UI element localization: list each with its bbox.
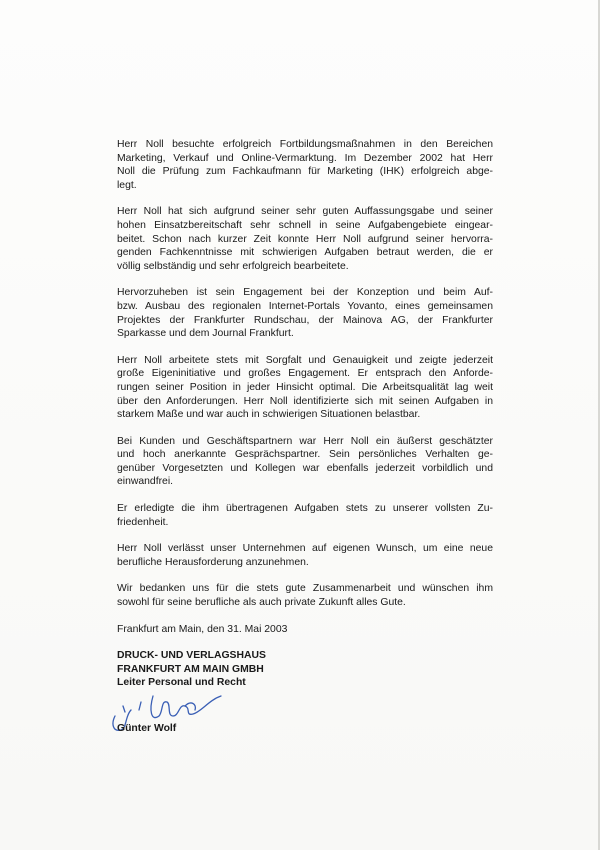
paragraph-line: hohen Einsatzbereitschaft sehr schnell in seine Aufgabengebiete eingear- — [117, 219, 493, 231]
paragraph-line: Noll die Prüfung zum Fachkaufmann für Marketing (IHK) erfolgreich abge- — [117, 166, 493, 178]
paragraph-line: Sparkasse und dem Journal Frankfurt. — [117, 328, 294, 340]
paragraph-line: Projektes der Frankfurter Rundschau, der Mainova AG, der Frankfurter — [117, 314, 493, 326]
paragraph-line: bzw. Ausbau des regionalen Internet-Portals Yovanto, eines gemeinsamen — [117, 300, 493, 312]
paragraph-line: Wir bedanken uns für die stets gute Zusammenarbeit und wünschen ihm — [117, 583, 493, 595]
signer-role: Leiter Personal und Recht — [117, 677, 246, 689]
paragraph-line: und hoch anerkannte Gesprächspartner. Sein persönliches Verhalten ge- — [117, 449, 493, 461]
letter-body — [117, 138, 493, 738]
signer-name: Günter Wolf — [117, 723, 177, 734]
paragraph-line: berufliche Herausforderung anzunehmen. — [117, 556, 309, 568]
paragraph-line: beitet. Schon nach kurzer Zeit konnte Herr Noll aufgrund seiner hervorra- — [117, 233, 493, 245]
signature-block — [117, 692, 493, 738]
paragraph-line: Herr Noll hat sich aufgrund seiner sehr guten Auffassungsgabe und seiner — [117, 206, 493, 218]
paragraph-line: Marketing, Verkauf und Online-Vermarktung. Im Dezember 2002 hat Herr — [117, 152, 493, 164]
paragraph — [117, 542, 493, 569]
signature-stroke — [139, 702, 141, 710]
paragraph — [117, 502, 493, 529]
paragraph — [117, 138, 493, 192]
paragraph-line: starkem Maße und war auch in schwierigen Situationen belastbar. — [117, 409, 421, 421]
paragraph-line: sowohl für seine berufliche als auch private Zukunft alles Gute. — [117, 597, 406, 609]
signature-stroke — [151, 696, 221, 718]
paragraph-list — [117, 138, 493, 610]
paragraph-line: völlig selbständig und sehr erfolgreich bearbeitete. — [117, 260, 349, 272]
paragraph-line: Er erledigte die ihm übertragenen Aufgaben stets zu unserer vollsten Zu- — [117, 503, 493, 515]
paragraph-line: Herr Noll besuchte erfolgreich Fortbildungsmaßnahmen in den Bereichen — [117, 139, 493, 150]
paragraph-line: legt. — [117, 179, 137, 191]
paragraph — [117, 354, 493, 422]
signature-stroke — [123, 706, 125, 712]
paragraph-line: rungen seiner Position in jeder Hinsicht optimal. Die Arbeitsqualität lag weit — [117, 381, 493, 393]
paragraph — [117, 205, 493, 273]
paragraph-line: Herr Noll verlässt unser Unternehmen auf eigenen Wunsch, um eine neue — [117, 543, 493, 555]
place-date: Frankfurt am Main, den 31. Mai 2003 — [117, 623, 288, 635]
paragraph-line: Hervorzuheben ist sein Engagement bei der Konzeption und beim Auf- — [117, 287, 493, 299]
paragraph-line: genden Fachkenntnisse mit schwierigen Aufgaben betraut werden, die er — [117, 247, 493, 259]
company-name-line-2: FRANKFURT AM MAIN GMBH — [117, 663, 264, 675]
paragraph-line: Bei Kunden und Geschäftspartnern war Herr Noll ein äußerst geschätzter — [117, 435, 493, 447]
paragraph-line: Herr Noll arbeitete stets mit Sorgfalt und Genauigkeit und zeigte jederzeit — [117, 354, 493, 366]
paragraph-line: große Eigeninitiative und großes Engagement. Er entsprach den Anforde- — [117, 368, 493, 380]
paragraph — [117, 435, 493, 489]
company-name-line-1: DRUCK- UND VERLAGSHAUS — [117, 650, 266, 662]
paragraph — [117, 582, 493, 609]
paragraph-line: einwandfrei. — [117, 476, 174, 488]
paragraph-line: friedenheit. — [117, 516, 169, 528]
paragraph-line: genüber Vorgesetzten und Kollegen war ebenfalls jederzeit vorbildlich und — [117, 462, 493, 474]
paragraph — [117, 286, 493, 340]
paragraph-line: über den Anforderungen. Herr Noll identifizierte sich mit seinen Aufgaben in — [117, 395, 493, 407]
